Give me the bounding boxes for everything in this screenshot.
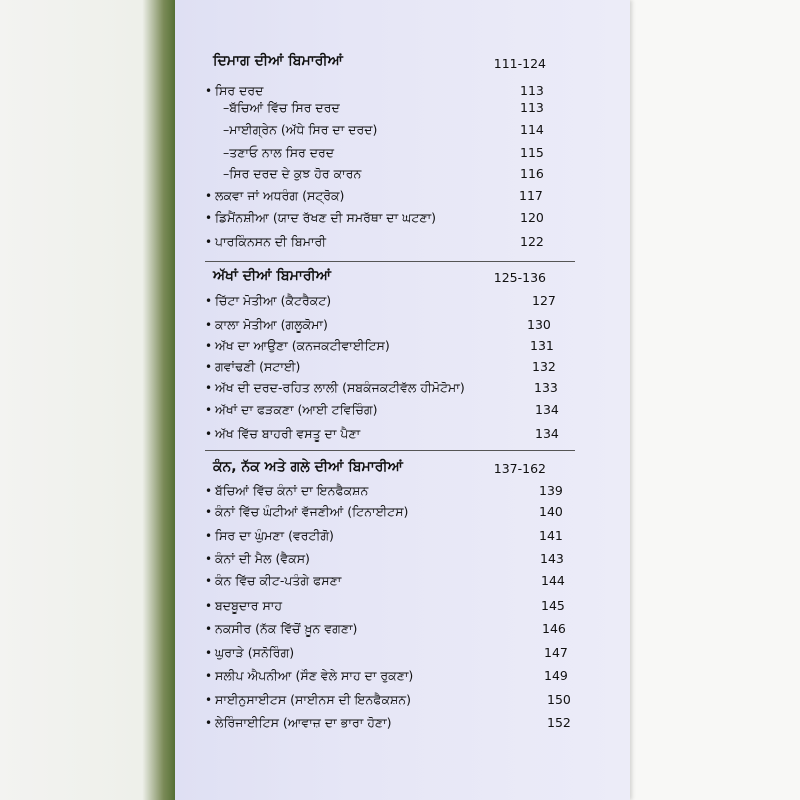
toc-entry-page: 141 bbox=[539, 528, 563, 543]
section-page-range: 137-162 bbox=[493, 461, 546, 476]
bullet-icon: • bbox=[205, 505, 213, 519]
bullet-icon: • bbox=[205, 403, 213, 417]
toc-entry-label: ਅੱਖ ਵਿੱਚ ਬਾਹਰੀ ਵਸਤੂ ਦਾ ਪੈਣਾ bbox=[215, 426, 361, 441]
toc-entry-label: ਬਦਬੂਦਾਰ ਸਾਹ bbox=[215, 598, 283, 613]
bullet-icon: • bbox=[205, 235, 213, 249]
toc-entry-page: 144 bbox=[541, 573, 565, 588]
toc-entry-page: 145 bbox=[541, 598, 565, 613]
toc-entry-label: ਲਕਵਾ ਜਾਂ ਅਧਰੰਗ (ਸਟ੍ਰੋਕ) bbox=[215, 188, 345, 203]
section-page-range: 125-136 bbox=[493, 270, 546, 285]
toc-entry-page: 147 bbox=[544, 645, 568, 660]
toc-entry-page: 134 bbox=[535, 426, 559, 441]
bullet-icon: • bbox=[205, 622, 213, 636]
section-divider bbox=[205, 261, 575, 262]
bullet-icon: • bbox=[205, 381, 213, 395]
section-divider bbox=[205, 450, 575, 451]
toc-entry-page: 149 bbox=[544, 668, 568, 683]
toc-entry-page: 127 bbox=[532, 293, 556, 308]
toc-entry-label: –ਬੱਚਿਆਂ ਵਿੱਚ ਸਿਰ ਦਰਦ bbox=[223, 100, 340, 115]
toc-entry-page: 113 bbox=[520, 100, 544, 115]
toc-entry-label: ਸਾਈਨੁਸਾਈਟਸ (ਸਾਈਨਸ ਦੀ ਇਨਫੈਕਸ਼ਨ) bbox=[215, 692, 411, 707]
toc-entry-page: 134 bbox=[535, 402, 559, 417]
bullet-icon: • bbox=[205, 427, 213, 441]
toc-entry-label: ਕੰਨ ਵਿੱਚ ਕੀਟ-ਪਤੰਗੇ ਫਸਣਾ bbox=[215, 573, 342, 588]
toc-entry-label: –ਮਾਈਗ੍ਰੇਨ (ਅੱਧੇ ਸਿਰ ਦਾ ਦਰਦ) bbox=[223, 122, 378, 137]
toc-entry-label: ਅੱਖ ਦਾ ਆਉਣਾ (ਕਨਜਕਟੀਵਾਈਟਿਸ) bbox=[215, 338, 390, 353]
toc-entry-label: ਸਿਰ ਦਾ ਘੁੰਮਣਾ (ਵਰਟੀਗੋ) bbox=[215, 528, 334, 543]
bullet-icon: • bbox=[205, 693, 213, 707]
bullet-icon: • bbox=[205, 339, 213, 353]
bullet-icon: • bbox=[205, 360, 213, 374]
toc-entry-page: 143 bbox=[540, 551, 564, 566]
toc-entry-label: ਸਿਰ ਦਰਦ bbox=[215, 83, 264, 98]
toc-entry-page: 115 bbox=[520, 145, 544, 160]
toc-entry-label: ਕੰਨਾਂ ਦੀ ਮੈਲ (ਵੈਕਸ) bbox=[215, 551, 310, 566]
toc-entry-page: 116 bbox=[520, 166, 544, 181]
toc-entry-label: ਲੇਰਿੰਜਾਈਟਿਸ (ਆਵਾਜ਼ ਦਾ ਭਾਰਾ ਹੋਣਾ) bbox=[215, 715, 392, 730]
bullet-icon: • bbox=[205, 716, 213, 730]
toc-entry-page: 122 bbox=[520, 234, 544, 249]
toc-entry-label: –ਤਣਾਓ ਨਾਲ ਸਿਰ ਦਰਦ bbox=[223, 145, 335, 160]
toc-entry-page: 114 bbox=[520, 122, 544, 137]
toc-entry-label: ਸਲੀਪ ਐਪਨੀਆ (ਸੌਣ ਵੇਲੇ ਸਾਹ ਦਾ ਰੁਕਣਾ) bbox=[215, 668, 414, 683]
toc-entry-label: ਗਵਾਂਢਣੀ (ਸਟਾਈ) bbox=[215, 359, 301, 374]
section-title: ਅੱਖਾਂ ਦੀਆਂ ਬਿਮਾਰੀਆਂ bbox=[213, 268, 332, 284]
toc-entry-page: 133 bbox=[534, 380, 558, 395]
table-of-contents bbox=[175, 0, 630, 800]
bullet-icon: • bbox=[205, 552, 213, 566]
toc-entry-page: 130 bbox=[527, 317, 551, 332]
background-cover-edge bbox=[0, 0, 178, 800]
toc-entry-page: 140 bbox=[539, 504, 563, 519]
bullet-icon: • bbox=[205, 669, 213, 683]
toc-entry-label: ਡਿਮੈਂਨਸ਼ੀਆ (ਯਾਦ ਰੱਖਣ ਦੀ ਸਮਰੱਥਾ ਦਾ ਘਟਣਾ) bbox=[215, 210, 437, 225]
bullet-icon: • bbox=[205, 599, 213, 613]
toc-entry-page: 131 bbox=[530, 338, 554, 353]
toc-entry-label: ਅੱਖ ਦੀ ਦਰਦ-ਰਹਿਤ ਲਾਲੀ (ਸਬਕੰਜਕਟੀਵੱਲ ਹੀਮੋਟੋਮਾ) bbox=[215, 380, 465, 395]
bullet-icon: • bbox=[205, 484, 213, 498]
toc-entry-label: –ਸਿਰ ਦਰਦ ਦੇ ਕੁਝ ਹੋਰ ਕਾਰਨ bbox=[223, 166, 362, 181]
toc-entry-page: 132 bbox=[532, 359, 556, 374]
bullet-icon: • bbox=[205, 318, 213, 332]
toc-entry-page: 139 bbox=[539, 483, 563, 498]
book-page bbox=[175, 0, 630, 800]
bullet-icon: • bbox=[205, 294, 213, 308]
bullet-icon: • bbox=[205, 211, 213, 225]
bullet-icon: • bbox=[205, 189, 213, 203]
toc-entry-label: ਨਕਸੀਰ (ਨੱਕ ਵਿੱਚੋਂ ਖ਼ੂਨ ਵਗਣਾ) bbox=[215, 621, 358, 636]
toc-entry-label: ਚਿੱਟਾ ਮੋਤੀਆ (ਕੈਟਰੈਕਟ) bbox=[215, 293, 332, 308]
toc-entry-label: ਅੱਖਾਂ ਦਾ ਫੜਕਣਾ (ਆਈ ਟਵਿਚਿੰਗ) bbox=[215, 402, 378, 417]
toc-entry-label: ਕਾਲਾ ਮੋਤੀਆ (ਗਲੂਕੋਮਾ) bbox=[215, 317, 328, 332]
section-title: ਕੰਨ, ਨੱਕ ਅਤੇ ਗਲੇ ਦੀਆਂ ਬਿਮਾਰੀਆਂ bbox=[213, 459, 403, 475]
toc-entry-label: ਬੱਚਿਆਂ ਵਿੱਚ ਕੰਨਾਂ ਦਾ ਇਨਫੈਕਸ਼ਨ bbox=[215, 483, 369, 498]
bullet-icon: • bbox=[205, 646, 213, 660]
toc-entry-page: 113 bbox=[520, 83, 544, 98]
bullet-icon: • bbox=[205, 574, 213, 588]
bullet-icon: • bbox=[205, 84, 213, 98]
toc-entry-page: 117 bbox=[519, 188, 543, 203]
toc-entry-page: 152 bbox=[547, 715, 571, 730]
section-page-range: 111-124 bbox=[493, 56, 546, 71]
toc-entry-label: ਕੰਨਾਂ ਵਿੱਚ ਘੰਟੀਆਂ ਵੱਜਣੀਆਂ (ਟਿਨਾਈਟਸ) bbox=[215, 504, 409, 519]
section-title: ਦਿਮਾਗ ਦੀਆਂ ਬਿਮਾਰੀਆਂ bbox=[213, 53, 343, 69]
toc-entry-page: 146 bbox=[542, 621, 566, 636]
toc-entry-label: ਪਾਰਕਿੰਨਸਨ ਦੀ ਬਿਮਾਰੀ bbox=[215, 234, 327, 249]
toc-entry-page: 120 bbox=[520, 210, 544, 225]
bullet-icon: • bbox=[205, 529, 213, 543]
toc-entry-page: 150 bbox=[547, 692, 571, 707]
toc-entry-label: ਘੁਰਾੜੇ (ਸਨੋਰਿੰਗ) bbox=[215, 645, 295, 660]
